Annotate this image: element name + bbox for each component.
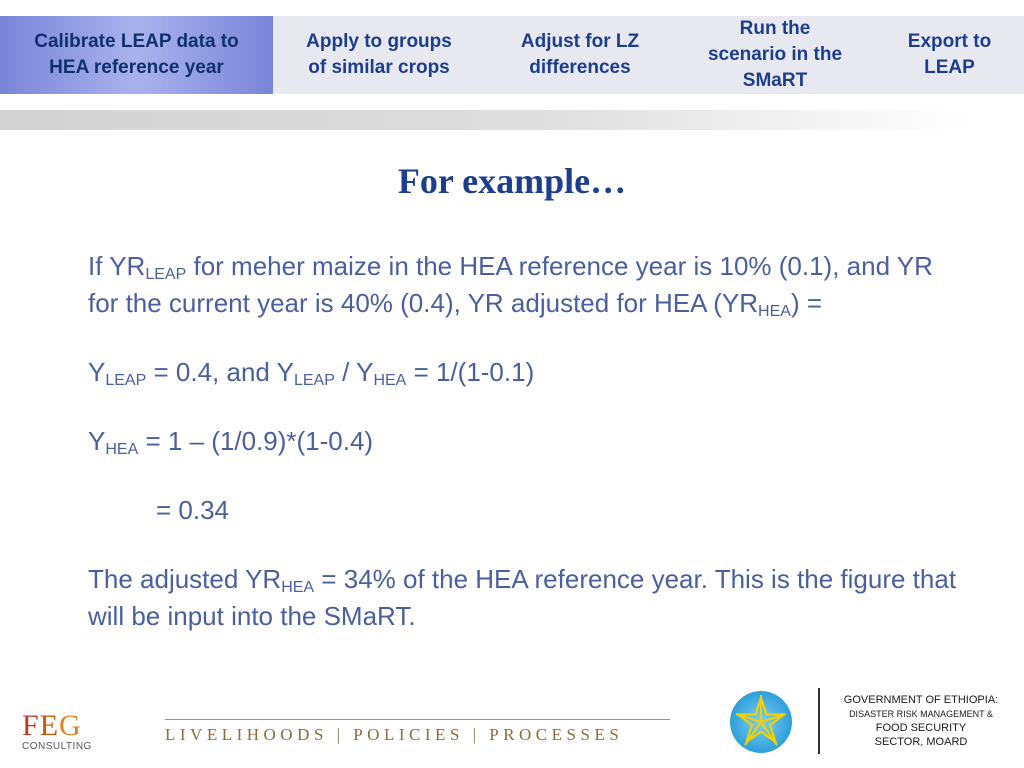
tab-run-scenario[interactable] <box>675 16 875 94</box>
tab-export-leap-line1: Export to <box>907 31 992 52</box>
paragraph-example-intro <box>88 248 968 322</box>
tab-run-scenario-line3: SMaRT <box>742 70 808 91</box>
footer-tagline: LIVELIHOODS | POLICIES | PROCESSES <box>165 725 624 744</box>
p5-text-a: The adjusted YR <box>88 564 282 594</box>
tab-calibrate-line1: Calibrate LEAP data to <box>34 31 239 52</box>
p3-text-b: = 1 – (1/0.9)*(1-0.4) <box>138 426 374 456</box>
tab-adjust-lz-line2: differences <box>529 57 631 78</box>
feg-logo-subtitle: CONSULTING <box>22 741 92 752</box>
tab-export-leap[interactable] <box>875 16 1024 94</box>
tab-export-leap-line2: LEAP <box>924 57 975 78</box>
tab-adjust-lz[interactable] <box>485 16 675 94</box>
p2-text-a: Y <box>88 357 106 387</box>
slide-body <box>88 248 968 667</box>
p2-sub-hea: HEA <box>373 372 407 389</box>
tab-adjust-lz-line1: Adjust for LZ <box>520 31 640 52</box>
gov-line-2: DISASTER RISK MANAGEMENT & <box>849 709 993 719</box>
feg-logo-letters <box>22 709 112 742</box>
p5-sub-hea: HEA <box>281 579 315 596</box>
feg-letter-g: G <box>59 709 82 742</box>
p5-text-b: = 34% of the HEA reference year. This is the figure that will be input into the SMaRT. <box>88 564 957 631</box>
tab-run-scenario-line1: Run the <box>739 18 811 39</box>
p2-sub-leap-1: LEAP <box>105 372 147 389</box>
feg-consulting-logo <box>22 709 112 752</box>
paragraph-conclusion <box>88 561 968 635</box>
paragraph-equation-1 <box>88 354 968 391</box>
p1-sub-leap: LEAP <box>145 266 187 283</box>
p1-text-a: If YR <box>88 251 146 281</box>
tab-calibrate-line2: HEA reference year <box>49 57 224 78</box>
paragraph-result: = 0.34 <box>156 495 230 525</box>
ethiopia-star-emblem-icon <box>729 690 793 754</box>
p3-text-a: Y <box>88 426 106 456</box>
p2-text-d: = 1/(1-0.1) <box>406 357 535 387</box>
paragraph-equation-2 <box>88 423 968 460</box>
p2-sub-leap-2: LEAP <box>293 372 335 389</box>
tab-calibrate[interactable] <box>0 16 273 94</box>
tab-apply-groups[interactable] <box>273 16 485 94</box>
p1-text-c: ) = <box>790 288 823 318</box>
gradient-divider <box>0 110 970 130</box>
feg-letter-f: F <box>22 709 40 742</box>
gov-line-4: SECTOR, MOARD <box>874 736 968 748</box>
gov-line-1: GOVERNMENT OF ETHIOPIA: <box>843 694 999 706</box>
p3-sub-hea: HEA <box>105 441 139 458</box>
tab-apply-groups-line2: of similar crops <box>308 57 450 78</box>
feg-letter-e: E <box>39 709 60 742</box>
slide-title: For example… <box>397 161 627 201</box>
p1-text-b: for meher maize in the HEA reference year is 10% (0.1), and YR for the current year is 40% (0.4), YR adjusted for HEA (YR <box>88 251 933 318</box>
p2-text-c: / Y <box>334 357 374 387</box>
footer-rule <box>165 719 670 720</box>
process-tabs <box>0 16 1024 94</box>
p2-text-b: = 0.4, and Y <box>146 357 294 387</box>
government-credit <box>828 693 1014 749</box>
p1-sub-hea: HEA <box>758 303 791 320</box>
tab-apply-groups-line1: Apply to groups <box>306 31 452 52</box>
tab-run-scenario-line2: scenario in the <box>707 44 843 65</box>
footer-vertical-divider <box>818 688 820 754</box>
gov-line-3: FOOD SECURITY <box>875 722 967 734</box>
